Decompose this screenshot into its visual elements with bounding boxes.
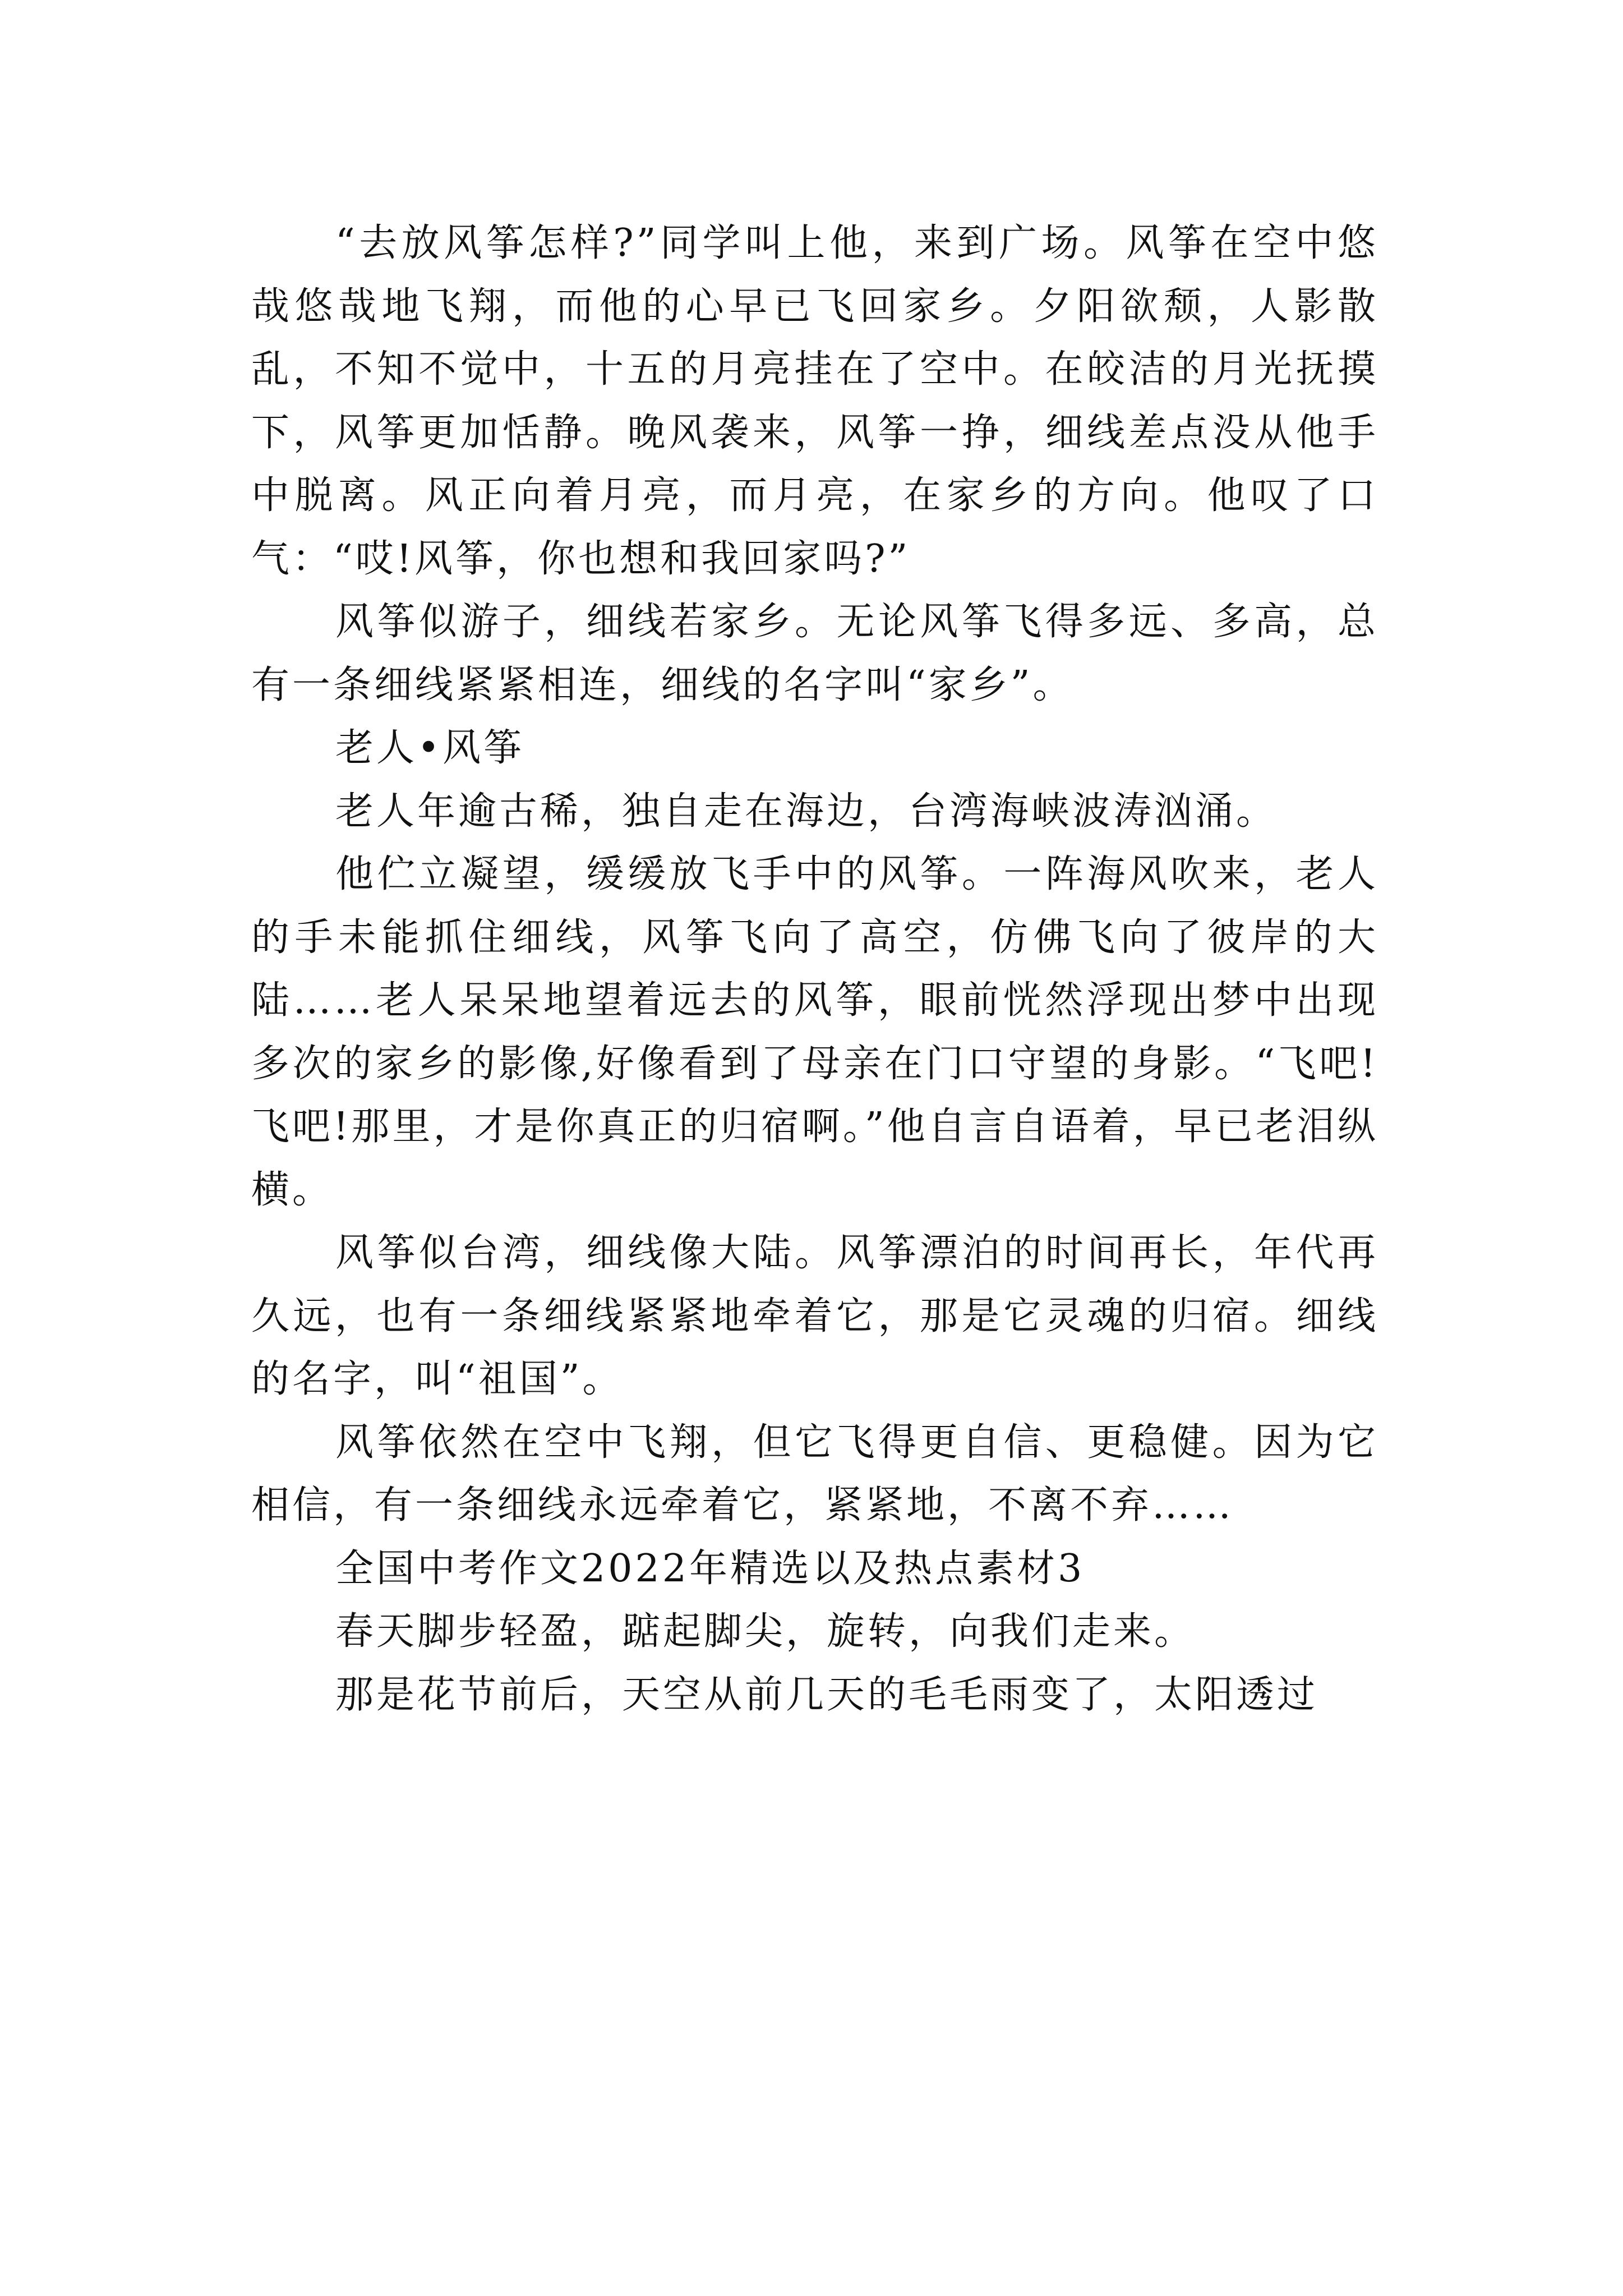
document-body	[251, 212, 1378, 1727]
paragraph-old-man-seaside: 老人年逾古稀，独自走在海边，台湾海峡波涛汹涌。	[335, 789, 1278, 834]
paragraph-spring-steps: 春天脚步轻盈，踮起脚尖，旋转，向我们走来。	[335, 1609, 1196, 1654]
paragraph-kite-taiwan: 风筝似台湾，细线像大陆。风筝漂泊的时间再长，年代再久远，也有一条细线紧紧地牵着它，那是它灵魂的归宿。细线的名字，叫“祖国”。	[251, 1231, 1378, 1401]
section-heading-old-man-kite: 老人•风筝	[335, 726, 525, 770]
section-heading-essay-3: 全国中考作文2022年精选以及热点素材3	[335, 1546, 1085, 1591]
paragraph-kite-square: “去放风筝怎样?”同学叫上他，来到广场。风筝在空中悠哉悠哉地飞翔，而他的心早已飞回家乡。夕阳欲颓，人影散乱，不知不觉中，十五的月亮挂在了空中。在皎洁的月光抚摸下，风筝更加恬静。晚风袭来，风筝一挣，细线差点没从他手中脱离。风正向着月亮，而月亮，在家乡的方向。他叹了口气：“哎!风筝，你也想和我回家吗?”	[251, 221, 1378, 581]
paragraph-flower-festival: 那是花节前后，天空从前几天的毛毛雨变了，太阳透过	[335, 1672, 1318, 1717]
paragraph-old-man-kite-flying: 他伫立凝望，缓缓放飞手中的风筝。一阵海风吹来，老人的手未能抓住细线，风筝飞向了高空，仿佛飞向了彼岸的大陆……老人呆呆地望着远去的风筝，眼前恍然浮现出梦中出现多次的家乡的影像,好像看到了母亲在门口守望的身影。“飞吧!飞吧!那里，才是你真正的归宿啊。”他自言自语着，早已老泪纵横。	[251, 852, 1378, 1212]
paragraph-kite-wanderer: 风筝似游子，细线若家乡。无论风筝飞得多远、多高，总有一条细线紧紧相连，细线的名字叫“家乡”。	[251, 600, 1378, 707]
paragraph-kite-still-flying: 风筝依然在空中飞翔，但它飞得更自信、更稳健。因为它相信，有一条细线永远牵着它，紧紧地，不离不弃……	[251, 1420, 1378, 1527]
